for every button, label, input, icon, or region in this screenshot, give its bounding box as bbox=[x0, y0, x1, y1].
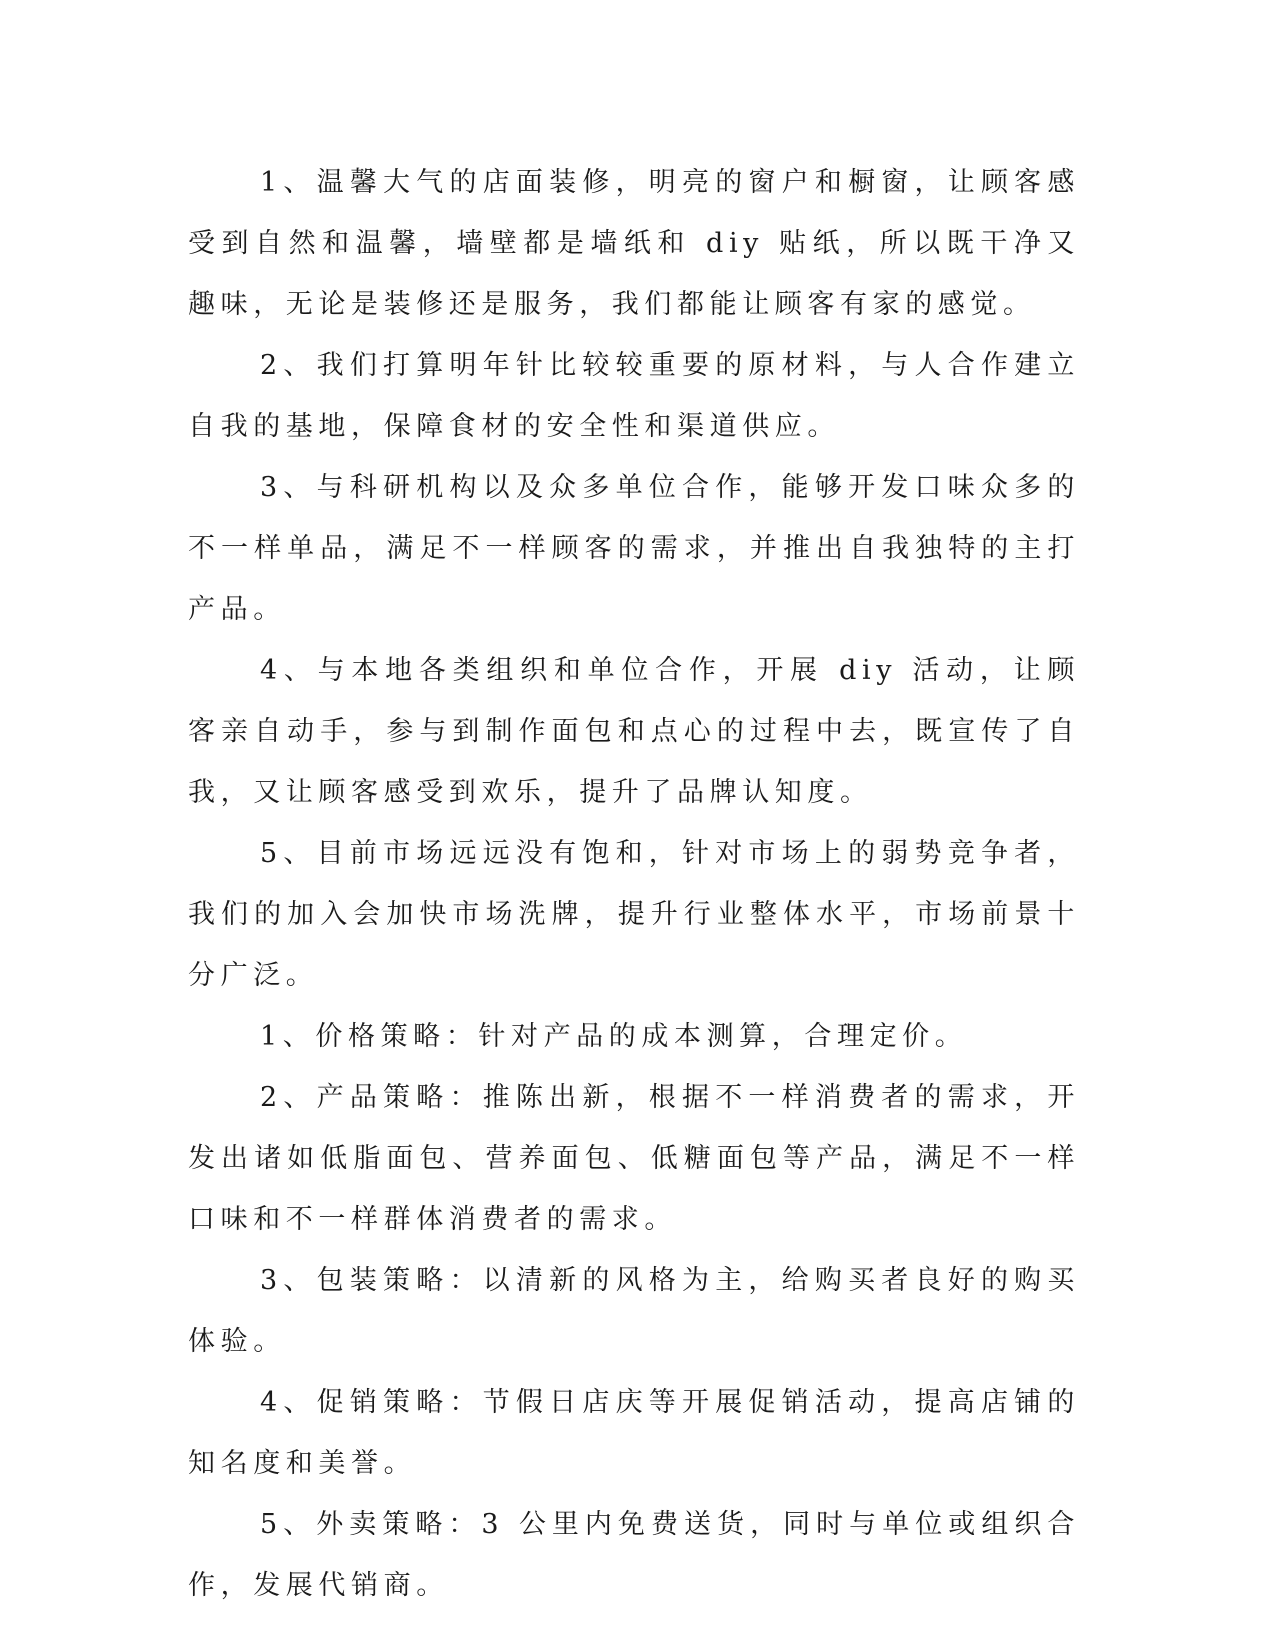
paragraph-delivery-strategy: 5、外卖策略：3 公里内免费送货，同时与单位或组织合作，发展代销商。 bbox=[188, 1509, 1080, 1601]
paragraph-price-strategy: 1、价格策略：针对产品的成本测算，合理定价。 bbox=[260, 1021, 968, 1052]
paragraph-research-cooperation: 3、与科研机构以及众多单位合作，能够开发口味众多的不一样单品，满足不一样顾客的需求，并推出自我独特的主打产品。 bbox=[188, 472, 1080, 625]
paragraph-store-decoration: 1、温馨大气的店面装修，明亮的窗户和橱窗，让顾客感受到自然和温馨，墙壁都是墙纸和 diy 贴纸，所以既干净又趣味，无论是装修还是服务，我们都能让顾客有家的感觉。 bbox=[188, 167, 1080, 320]
paragraph-promotion-strategy: 4、促销策略：节假日店庆等开展促销活动，提高店铺的知名度和美誉。 bbox=[188, 1387, 1080, 1479]
paragraph-raw-material-base: 2、我们打算明年针比较较重要的原材料，与人合作建立自我的基地，保障食材的安全性和渠道供应。 bbox=[188, 350, 1080, 442]
document-body bbox=[188, 152, 1080, 1616]
paragraph-packaging-strategy: 3、包装策略：以清新的风格为主，给购买者良好的购买体验。 bbox=[188, 1265, 1080, 1357]
paragraph-market-outlook: 5、目前市场远远没有饱和，针对市场上的弱势竞争者，我们的加入会加快市场洗牌，提升行业整体水平，市场前景十分广泛。 bbox=[188, 838, 1080, 991]
paragraph-product-strategy: 2、产品策略：推陈出新，根据不一样消费者的需求，开发出诸如低脂面包、营养面包、低糖面包等产品，满足不一样口味和不一样群体消费者的需求。 bbox=[188, 1082, 1080, 1235]
paragraph-diy-activities: 4、与本地各类组织和单位合作，开展 diy 活动，让顾客亲自动手，参与到制作面包和点心的过程中去，既宣传了自我，又让顾客感受到欢乐，提升了品牌认知度。 bbox=[188, 655, 1080, 808]
